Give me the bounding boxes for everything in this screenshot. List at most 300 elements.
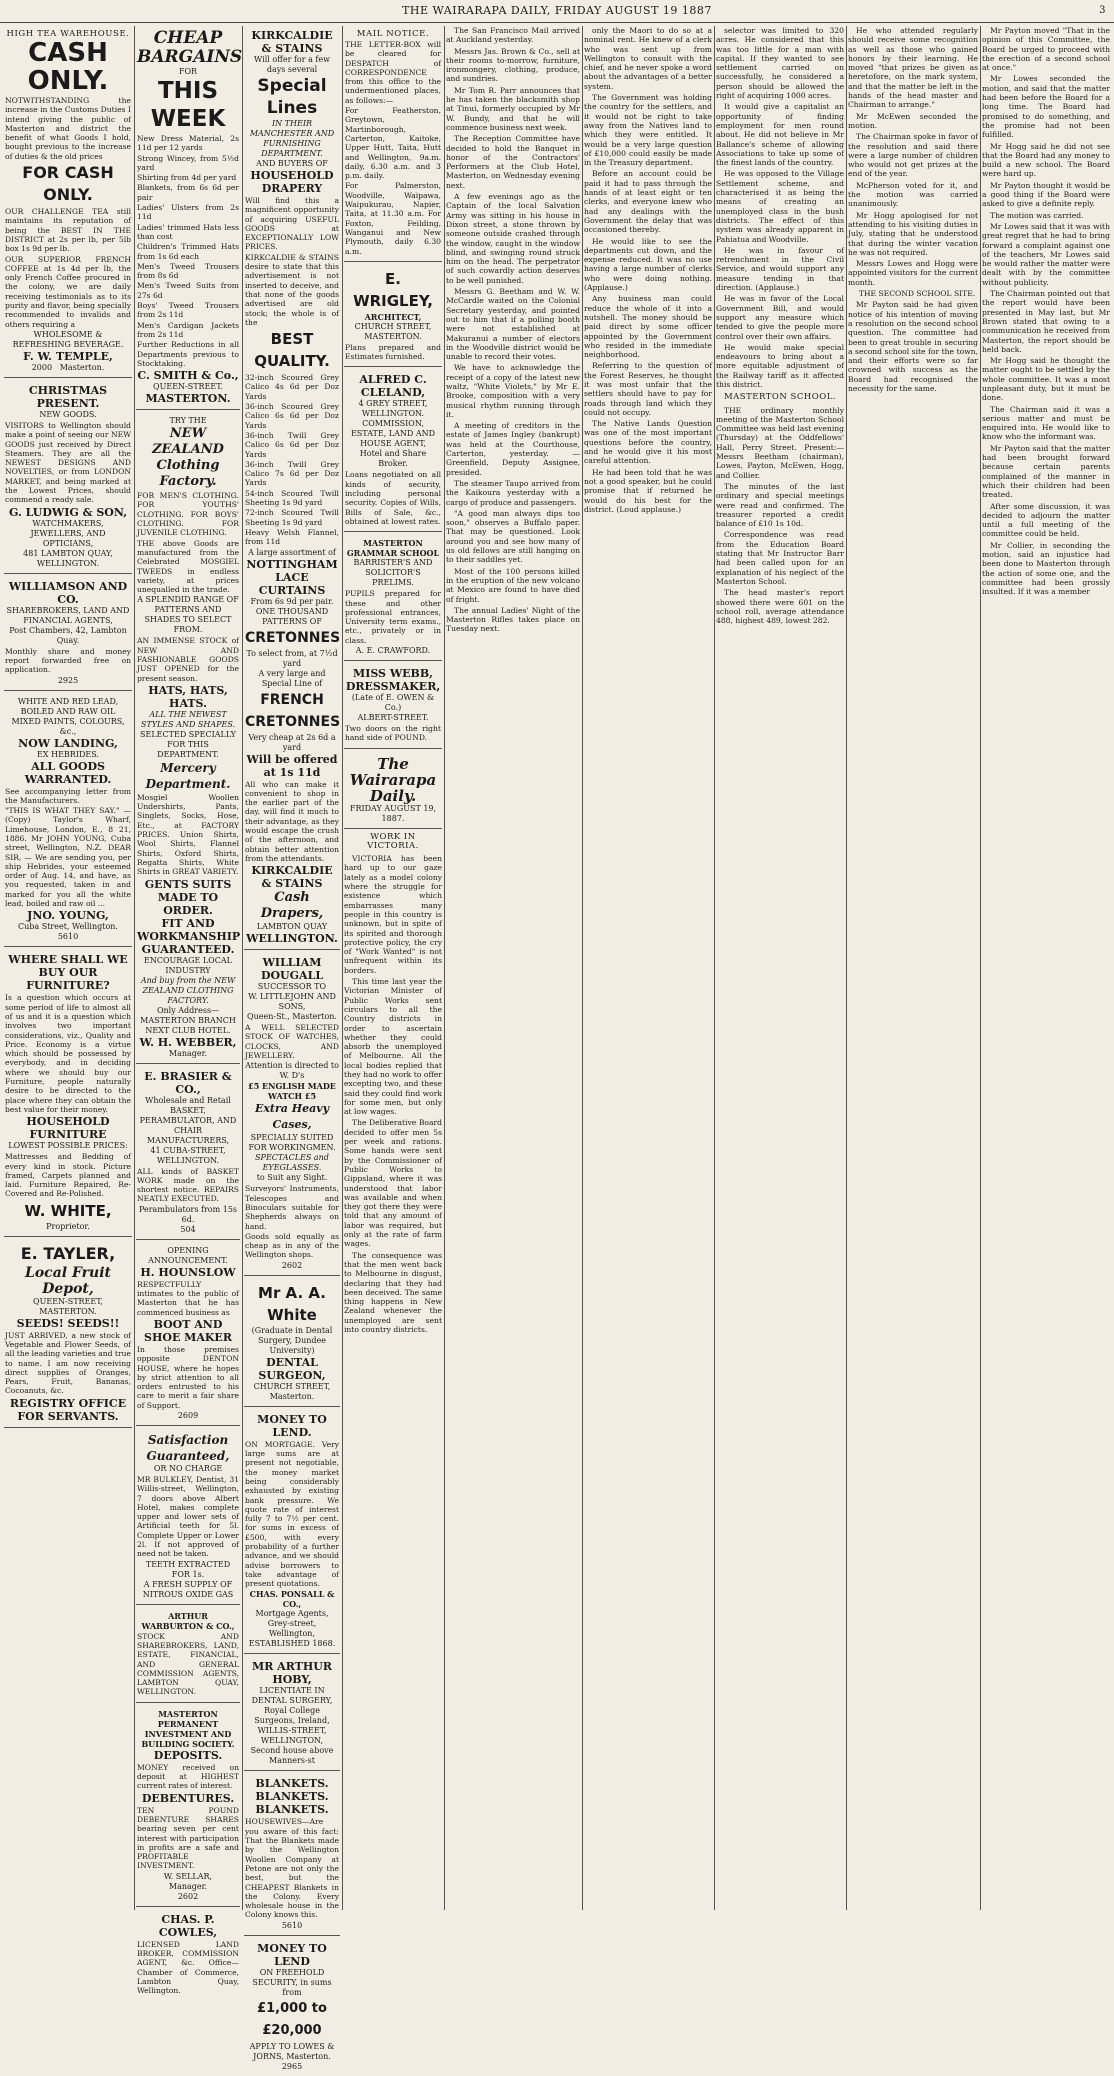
column-rule xyxy=(714,26,715,1910)
article-paragraph: VICTORIA has been hard up to our gaze lately as a model colony where the struggle for existence which embarrasses many people in this country is unknown, but in spite of its spirited and thorough protective policy, the cry of "Work Wanted" is not unfrequent within its borders. xyxy=(344,854,442,975)
advert-number: 2000 xyxy=(31,362,53,372)
advert-subtitle: ALL THE NEWEST STYLES AND SHAPES. xyxy=(140,709,236,729)
advert-line: to Suit any Sight. xyxy=(256,1173,328,1183)
advert-line: Only Address— MASTERTON BRANCH NEXT CLUB HOTEL. xyxy=(140,1005,236,1035)
advert-title: THIS WEEK xyxy=(150,78,226,132)
news-paragraph: "A good man always dips too soon," observes a Buffalo paper. That may be questioned. Look around you and see how many of us old fellows are still hanging on to their saddles yet. xyxy=(446,508,580,565)
advert-line: A large assortment of xyxy=(248,547,336,557)
price-item: Shirting from 4d per yard xyxy=(137,173,237,183)
article-school-meeting xyxy=(848,26,978,393)
article-paragraph: The minutes of the last ordinary and special meetings were read and confirmed. The treasurer reported a credit balance of £10 1s 10d. xyxy=(716,481,844,529)
advert-body: See accompanying letter from the Manufacturers. xyxy=(5,786,131,805)
advert-signature: G. LUDWIG & SON, xyxy=(8,505,128,519)
advert-subtitle: HOUSEHOLD DRAPERY xyxy=(250,169,334,195)
advert-line: SUCCESSOR TO xyxy=(257,982,327,992)
advert-signature: JNO. YOUNG, xyxy=(27,909,109,923)
column-rule xyxy=(846,26,847,1910)
advert-body: A WELL SELECTED STOCK OF WATCHES, CLOCKS, AND JEWELLERY. xyxy=(245,1023,339,1061)
advert-line: Second house above Manners-st xyxy=(250,1746,334,1766)
advert-subtitle: Mercery Department. xyxy=(145,760,231,791)
advert-tagline: WHOLESOME & REFRESHING BEVERAGE. xyxy=(12,329,124,349)
article-paragraph: He who attended regularly should receive some recognition as well as those who gained honors by their learning. He moved "that prizes be given as heretofore, on the mark system, and that the matter be left in the hands of the head master and Chairman to arrange." xyxy=(848,26,978,110)
advert-body: THE above Goods are manufactured from the Celebrated MOSGIEL TWEEDS in endless variety, at prices unequalled in the trade. xyxy=(137,538,239,595)
column-rule xyxy=(342,26,343,1910)
advert-line: ONE THOUSAND PATTERNS OF xyxy=(255,606,329,626)
advert-letter: "THIS IS WHAT THEY SAY." — (Copy) Taylor's Wharf, Limehouse, London, E., 8 21, 1886. Mr JOHN YOUNG, Cuba street, Wellington, N.Z. DEAR SIR, — We are sending you, per ship Hebrides, your esteemed order of Aug. 14, and have, as you requested, taken in and marked for you all the white lead, boiled and raw oil ... xyxy=(5,806,131,909)
news-paragraph: A few evenings ago as the Captain of the local Salvation Army was sitting in his house in Dixon street, a stone thrown by someone outside crashed through the window, caught in the window blind, and swinging round struck him on the head. The perpetrator of such cowardly action deserves to be well punished. xyxy=(446,192,580,285)
article-paragraph: He was in favor of the Local Government Bill, and would support any measure which tended to give the people more control over their own affairs. xyxy=(716,294,844,341)
advert-line: And buy from the NEW ZEALAND CLOTHING FACTORY. xyxy=(140,975,236,1005)
article-paragraph: Mr Hogg said he did not see that the Board had any money to build a new school. The Board were hard up. xyxy=(982,141,1110,179)
article-paragraph: only the Maori to do so at a nominal rent. He knew of a clerk who was sent up from Wellington to consult with the chief, and he never spoke a word about the advantages of a better system. xyxy=(584,26,712,91)
advert-warburton xyxy=(136,1608,240,1703)
advert-brasier xyxy=(136,1067,240,1240)
advert-title: Special Lines xyxy=(257,76,327,118)
article-paragraph: THE ordinary monthly meeting of the Masterton School Committee was held last evening (Thursday) at the Oddfellows' Hall, Perry Street. Present:— Messrs Beetham (chairman), Lowes, Payton, McEwen, Hogg, and Collier. xyxy=(716,405,844,480)
advert-role: Proprietor. xyxy=(46,1221,90,1231)
advert-lowes xyxy=(244,1939,340,2076)
advert-line: SPECTACLES and EYEGLASSES. xyxy=(255,1153,329,1173)
advert-address: QUEEN-STREET. xyxy=(153,382,223,392)
advert-body: KIRKCALDIE & STAINS desire to state that this advertisement is not inserted to deceive, and that none of the goods advertised are old stock; the whole is of the xyxy=(245,252,339,327)
article-heading: MASTERTON SCHOOL. xyxy=(723,392,837,403)
advert-address: Cuba Street, Wellington. xyxy=(18,922,118,932)
advert-building-society xyxy=(136,1706,240,1907)
news-paragraph: Messrs Jas. Brown & Co., sell at their rooms to-morrow, furniture, ironmongery, clothing, produce, and sundries. xyxy=(446,46,580,84)
advert-line: SPECIALLY SUITED FOR WORKINGMEN. xyxy=(248,1133,336,1153)
advert-line: WHITE AND RED LEAD, xyxy=(17,696,119,706)
advert-heading: WILLIAM DOUGALL xyxy=(260,956,324,983)
paper-date: FRIDAY AUGUST 19, 1887. xyxy=(349,803,437,823)
advert-trade: WATCHMAKERS, JEWELLERS, AND OPTICIANS, xyxy=(30,518,106,548)
advert-address: 41 CUBA-STREET, WELLINGTON. xyxy=(150,1145,226,1165)
news-paragraph: Mr Tom R. Parr announces that he has taken the blacksmith shop at Tinui, formerly occupied by Mr W. Bundy, and that he will commence business next week. xyxy=(446,85,580,132)
article-paragraph: Mr Payton moved "That in the opinion of this Committee, the Board be urged to proceed with the erection of a second school at once." xyxy=(982,26,1110,73)
article-masterton-school xyxy=(716,393,844,625)
article-paragraph: This time last year the Victorian Minister of Public Works sent circulars to all the Country districts in order to ascertain whether they could absorb the unemployed of Melbourne. All the local bodies replied that they had no work to offer excepting two, and these said they could find work for some men, but only at low wages. xyxy=(344,977,442,1117)
column-9 xyxy=(982,26,1110,1910)
advert-signature: A. E. CRAWFORD. xyxy=(355,645,431,655)
advert-temple xyxy=(4,26,132,378)
advert-line: (Late of E. OWEN & Co.) xyxy=(351,692,435,712)
advert-line: Perambulators from 15s 6d. xyxy=(138,1204,238,1224)
local-news xyxy=(446,26,580,634)
advert-heading: NEW ZEALAND Clothing Factory. xyxy=(152,426,224,490)
advert-address: ALBERT-STREET. xyxy=(357,712,429,722)
news-paragraph: Most of the 100 persons killed in the eruption of the new volcano at Mexico are found to have died of fright. xyxy=(446,566,580,604)
advert-address: Post Chambers, 42, Lambton Quay. xyxy=(9,625,127,645)
advert-signature: CHAS. PONSALL & CO., xyxy=(249,1589,335,1610)
advert-body: Mattresses and Bedding of every kind in stock. Picture framed, Carpets planned and laid. Furniture Repaired, Re-Covered and Re-Polished. xyxy=(5,1152,131,1199)
advert-heading: E. BRASIER & CO., xyxy=(144,1069,232,1096)
advert-line: LICENTIATE IN DENTAL SURGERY, xyxy=(251,1686,333,1706)
advert-number: 2602 xyxy=(177,1891,199,1901)
price-item: 36-inch Scoured Grey Calico 6s 6d per Doz Yards xyxy=(245,402,339,430)
column-4 xyxy=(344,26,442,1910)
notice-body: For Palmerston, Woodville, Waipawa, Waipukurau, Napier, Taita, at 11.30 a.m. For Foxton, Feilding, Wanganui and New Plymouth, daily 6.30 a.m. xyxy=(345,181,441,256)
advert-line: Hotel and Share Broker. xyxy=(359,449,427,469)
advert-body: OUR SUPERIOR FRENCH COFFEE at 1s 4d per lb, the only French Coffee procured in the colony, we are daily receiving testimonials as to its purity and flavor, being specially recommended to invalids and others requiring a xyxy=(5,254,131,329)
advert-line: Attention is directed to W. D's xyxy=(245,1061,339,1081)
advert-heading: MONEY TO LEND xyxy=(257,1941,327,1968)
advert-subtitle: FIT AND WORKMANSHIP GUARANTEED. xyxy=(137,916,241,956)
advert-trade: BOOT AND SHOE MAKER xyxy=(144,1317,232,1344)
advert-dougall xyxy=(244,953,340,1276)
advert-trade: ARCHITECT, xyxy=(364,311,422,322)
advert-subtitle: Extra Heavy Cases, xyxy=(254,1102,330,1132)
advert-trade: DRESSMAKER, xyxy=(345,679,441,693)
advert-trade: DENTAL SURGEON, xyxy=(258,1355,326,1382)
advert-cowles xyxy=(136,1910,240,2001)
article-paragraph: After some discussion, it was decided to adjourn the matter until a full meeting of the committee could be held. xyxy=(982,501,1110,539)
advert-signature: W. H. WEBBER, xyxy=(139,1035,237,1049)
news-paragraph: The annual Ladies' Night of the Masterton Rifles takes place on Tuesday next. xyxy=(446,605,580,634)
advert-address: CHURCH STREET, xyxy=(253,1381,331,1391)
advert-heading: E. TAYLER, xyxy=(20,1243,116,1263)
advert-body: Plans prepared and Estimates furnished. xyxy=(345,342,441,362)
advert-heading: MASTERTON PERMANENT INVESTMENT AND BUILDING SOCIETY. xyxy=(141,1708,235,1749)
advert-body: ON MORTGAGE. Very large sums are at present not negotiable, the money market being considerably exhausted by existing bank pressure. We quote rate of interest fully 7 to 7½ per cent. for sums in excess of £500, with every probability of a further advance, and we should advise borrowers to take advantage of present quotations. xyxy=(245,1439,339,1589)
header-title: THE WAIRARAPA DAILY, FRIDAY AUGUST 19 1887 xyxy=(402,4,712,17)
advert-line: A very large and Special Line of xyxy=(258,668,326,688)
advert-heading: ARTHUR WARBURTON & CO., xyxy=(141,1610,235,1631)
advert-heading: MISS WEBB, xyxy=(353,666,433,680)
news-paragraph: The steamer Taupo arrived from the Kaikoura yesterday with a cargo of produce and passengers. xyxy=(446,478,580,507)
advert-town: WELLINGTON. xyxy=(246,932,338,946)
price-item: Men's Tweed Suits from 27s 6d xyxy=(137,281,239,300)
price-item: Boys' Tweed Trousers from 2s 11d xyxy=(137,301,239,320)
advert-subtitle: DEPOSITS. xyxy=(153,1748,223,1762)
notice-body: For Featherston, Greytown, Martinborough, Carterton, Kaitoke, Upper Hutt, Taita, Hutt and Wellington, 9a.m. daily, 6.30 a.m. and 3 p.m. daily. xyxy=(345,106,441,181)
advert-body: PUPILS prepared for these and other professional entrances, University term exams., etc., privately or in class. xyxy=(345,589,441,645)
article-speech xyxy=(584,26,712,514)
advert-number: 2925 xyxy=(57,675,79,685)
article-school-meeting-continued xyxy=(982,26,1110,597)
article-paragraph: McPherson voted for it, and the motion was carried unanimously. xyxy=(848,180,978,209)
notice-heading: MAIL NOTICE. xyxy=(356,29,430,39)
advert-signature: C. SMITH & Co., xyxy=(137,369,239,383)
advert-body: Will find this a magnificent opportunity of acquiring USEFUL GOODS at EXCEPTIONALLY LOW PRICES. xyxy=(245,196,339,252)
advert-heading: OPENING ANNOUNCEMENT. xyxy=(148,1245,228,1265)
advert-kirkcaldie xyxy=(244,26,340,950)
price-item: 36-inch Twill Grey Calico 7s 6d per Doz Yards xyxy=(245,459,339,488)
advert-body: TEN POUND DEBENTURE SHARES bearing seven per cent interest with participation in profits are a safe and PROFITABLE INVESTMENT. xyxy=(137,1805,239,1871)
price-item: Heavy Welsh Flannel, from 11d xyxy=(245,527,339,547)
price-item: Ladies' Ulsters from 2s 11d xyxy=(137,203,239,222)
price-item: 54-inch Scoured Twill Sheeting 1s 9d yard xyxy=(245,488,339,508)
advert-subtitle: NOTTINGHAM LACE CURTAINS xyxy=(246,557,338,597)
advert-signature: W. SELLAR, xyxy=(163,1871,213,1881)
advert-heading: Satisfaction Guaranteed, xyxy=(146,1433,230,1463)
article-paragraph: He had been told that he was not a good speaker, but he could promise that if returned he would do his best for the district. (Loud applause.) xyxy=(584,467,712,514)
advert-heading: CHRISTMAS PRESENT. xyxy=(28,383,108,410)
advert-line: BOILED AND RAW OIL xyxy=(20,706,116,716)
advert-body: NOTWITHSTANDING the increase in the Customs Duties I intend giving the public of Masterton and district the benefit of what Goods I hold, bought previous to the increase of duties & the old prices xyxy=(5,96,131,161)
advert-town: Masterton. xyxy=(269,1391,315,1401)
news-paragraph: The Reception Committee have decided to hold the Banquet in honor of the Contractors' Performers at the Club Hotel, Masterton, on Wednesday evening next. xyxy=(446,134,580,190)
article-paragraph: Mr Payton said he had given notice of his intention of moving a resolution on the second school question. The committee had been to great trouble in securing a second school site for the town, and their efforts were so far crowned with success as the Board had recognised the necessity for the same. xyxy=(848,300,978,393)
article-heading: WORK IN VICTORIA. xyxy=(367,831,419,851)
column-rule xyxy=(980,26,981,1910)
advert-bulkley xyxy=(136,1429,240,1605)
advert-line: FOR xyxy=(178,67,198,76)
advert-trade: COMMISSION, ESTATE, LAND AND HOUSE AGENT, xyxy=(350,419,436,449)
advert-grammar-school xyxy=(344,535,442,661)
news-paragraph: The San Francisco Mail arrived at Auckland yesterday. xyxy=(446,26,580,45)
article-paragraph: He would like to see the departments cut down, and the expense reduced. It was no use having a large number of clerks who were doing nothing. (Applause.) xyxy=(584,236,712,293)
advert-signature: W. WHITE, xyxy=(24,1201,112,1220)
article-paragraph: He would make special endeavours to bring about a more equitable adjustment of the Railway tariff as it affected this district. xyxy=(716,342,844,389)
advert-tagline: SEEDS! SEEDS!! xyxy=(16,1316,120,1330)
advert-signature: KIRKCALDIE & STAINS xyxy=(251,864,333,891)
advert-line: Very cheap at 2s 6d a yard xyxy=(248,732,336,752)
advert-subtitle: £5 ENGLISH MADE WATCH £5 xyxy=(248,1081,336,1102)
advert-white-dentist xyxy=(244,1279,340,1407)
advert-town: Masterton. xyxy=(59,362,105,372)
advert-number: 2609 xyxy=(177,1411,199,1420)
advert-line: AND BUYERS OF xyxy=(256,159,328,168)
advert-signature: F. W. TEMPLE, xyxy=(23,349,113,363)
price-item: Blankets, from 6s 6d per pair xyxy=(137,183,239,202)
column-8 xyxy=(848,26,978,1910)
advert-body: LICENSED LAND BROKER, COMMISSION AGENT, &c. Office—Chamber of Commerce, Lambton Quay, Wellington. xyxy=(137,1939,239,1996)
advert-blankets xyxy=(244,1774,340,1935)
article-work-in-victoria xyxy=(344,833,442,1335)
advert-smith xyxy=(136,26,243,410)
advert-body: AN IMMENSE STOCK of NEW AND FASHIONABLE GOODS JUST OPENED for the present season. xyxy=(137,636,239,683)
advert-line: Will be offered at 1s 11d xyxy=(246,752,338,779)
column-2 xyxy=(136,26,243,1996)
advert-body: RESPECTFULLY intimates to the public of Masterton that he has commenced business as xyxy=(137,1279,239,1317)
advert-subtitle: Local Fruit Depot, xyxy=(24,1264,111,1297)
advert-body: ALL kinds of BASKET WORK made on the shortest notice. REPAIRS NEATLY EXECUTED. xyxy=(137,1166,239,1204)
advert-tayler xyxy=(4,1240,132,1428)
advert-line: Royal College Surgeons, Ireland, xyxy=(254,1706,330,1726)
advert-hoby xyxy=(244,1657,340,1771)
advert-subtitle: NEW GOODS. xyxy=(39,409,97,419)
advert-subtitle: FOR CASH ONLY. xyxy=(22,163,114,205)
price-item: Men's Tweed Trousers from 8s 6d xyxy=(137,261,239,281)
advert-body: STOCK AND SHAREBROKERS, LAND, ESTATE, FINANCIAL, AND GENERAL COMMISSION AGENTS, LAMBTON QUAY, WELLINGTON. xyxy=(137,1631,239,1697)
advert-number: 504 xyxy=(180,1224,196,1234)
advert-line: SELECTED SPECIALLY FOR THIS DEPARTMENT. xyxy=(140,729,236,759)
advert-subtitle: SHAREBROKERS, LAND AND FINANCIAL AGENTS, xyxy=(6,605,130,625)
advert-cleland xyxy=(344,370,442,532)
advert-body: FOR MEN'S CLOTHING. FOR YOUTHS' CLOTHING. FOR BOYS' CLOTHING. FOR JUVENILE CLOTHING. xyxy=(137,491,239,538)
advert-body: JUST ARRIVED, a new stock of Vegetable and Flower Seeds, of all the leading varieties and true to name. I am now receiving direct supplies of Oranges, Pears, Fruit, Bananas, Cocoanuts, &c. xyxy=(5,1330,131,1396)
advert-body: VISITORS to Wellington should make a point of seeing our NEW GOODS just received by Direct Steamers. They are all the NEWEST DESIGNS AND NOVELTIES, or from LONDON MARKET, and being marked at the Lowest Prices, should commend a ready sale. xyxy=(5,420,131,505)
advert-subtitle: HATS, HATS, HATS. xyxy=(148,683,228,710)
advert-title: BEST QUALITY. xyxy=(254,330,330,371)
advert-body: MR BULKLEY, Dentist, 31 Willis-street, Wellington, 7 doors above Albert Hotel, makes complete upper and lower sets of Artificial teeth for 5l. Complete Upper or Lower 2l. If not approved of need not be taken. xyxy=(137,1475,239,1559)
advert-tagline: LOWEST POSSIBLE PRICES: xyxy=(8,1141,128,1151)
article-paragraph: Mr Hogg said he thought the matter ought to be settled by the whole committee. It was a most unpleasant duty, but it must be done. xyxy=(982,356,1110,403)
column-rule xyxy=(582,26,583,1910)
advert-heading: MR ARTHUR HOBY, xyxy=(252,1660,332,1687)
price-item: Ladies' trimmed Hats less than cost xyxy=(137,222,239,241)
article-paragraph: Mr Payton thought it would be a good thing if the Board were asked to give a definite reply. xyxy=(982,180,1110,209)
advert-tagline: HOUSEHOLD FURNITURE xyxy=(26,1115,110,1142)
advert-heading: MASTERTON GRAMMAR SCHOOL xyxy=(346,538,440,559)
advert-role: Manager. xyxy=(168,1048,208,1058)
article-paragraph: It would give a capitalist an opportunity of finding employment for men round about. He did not believe in Mr Ballance's scheme of allowing Associations to take up some of the finest lands of the country. xyxy=(716,102,844,168)
article-paragraph: Before an account could be paid it had to pass through the hands of at least eight or ten clerks, and everyone knew who had any dealings with the Government the delay that was occasioned thereby. xyxy=(584,169,712,235)
advert-town: MASTERTON. xyxy=(145,392,231,406)
price-item: New Dress Material, 2s 11d per 12 yards xyxy=(137,134,239,153)
article-paragraph: The consequence was that the men went back to Melbourne in disgust, declaring that they had been deceived. The same thing happens in New Zealand whenever the unemployed are sent into country districts. xyxy=(344,1250,442,1335)
advert-heading: CHEAP BARGAINS xyxy=(137,28,243,67)
column-1 xyxy=(4,26,132,1910)
advert-number: 2965 xyxy=(281,2061,303,2071)
advert-line: ON FREEHOLD SECURITY, in sums from xyxy=(252,1967,332,1997)
advert-hounslow xyxy=(136,1243,240,1426)
advert-line: TRY THE xyxy=(169,416,207,426)
column-3 xyxy=(244,26,341,2071)
advert-body: Mosgiel Woollen Undershirts, Pants, Singlets, Socks, Hose, Etc., at FACTORY PRICES. Union Shirts, Wool Shirts, Flannel Shirts, Oxford Shirts, Regatta Shirts, White Shirts in GREAT VARIETY. xyxy=(137,792,239,877)
advert-heading: WHERE SHALL WE BUY OUR FURNITURE? xyxy=(8,953,128,993)
advert-wrigley xyxy=(344,265,442,368)
advert-line: ESTABLISHED 1868. xyxy=(248,1639,336,1649)
advert-body: HOUSEWIVES—Are you aware of this fact: That the Blankets made by the Wellington Woollen Company at Petone are not only the best, but the CHEAPEST Blankets in the Colony. Every wholesale house in the Colony knows this. xyxy=(245,1817,339,1920)
advert-subtitle: FRENCH CRETONNES xyxy=(245,691,341,730)
advert-line: Will offer for a few days several xyxy=(254,55,330,74)
article-paragraph: The Chairman said it was a serious matter and must be enquired into. He would like to know who the informant was. xyxy=(982,404,1110,442)
article-paragraph: The head master's report showed there were 601 on the school roll, average attendance 488, highest 489, lowest 282. xyxy=(716,588,844,626)
page-number: 3 xyxy=(1099,5,1106,16)
advert-tagline: TEETH EXTRACTED FOR 1s. xyxy=(145,1559,231,1579)
advert-heading: KIRKCALDIE & STAINS xyxy=(251,29,333,55)
advert-number: 2602 xyxy=(281,1260,303,1270)
advert-body: Monthly share and money report forwarded free on application. xyxy=(5,646,131,675)
article-paragraph: He was opposed to the Village Settlement scheme, and characterised it as being the means of creating an unemployed class in the bush districts. The effect of this system was already apparent in Pahiatua and Woodville. xyxy=(716,169,844,244)
article-paragraph: Referring to the question of the Forest Reserves, he thought it was most unfair that the settlers should have to pay for roads through land which they could not occupy. xyxy=(584,361,712,417)
news-paragraph: Messrs G. Beetham and W. W. McCardle waited on the Colonial Secretary yesterday, and pointed out to him that if a polling booth were not established at Makuranui a number of electors in the Woodville district would be unable to record their votes. xyxy=(446,287,580,362)
price-item: 72-inch Scoured Twill Sheeting 1s 9d yard xyxy=(245,508,339,527)
article-paragraph: Mr Lowes seconded the motion, and said that the matter had been before the Board for a long time. The Board had promised to do something, and the promise had not been fulfilled. xyxy=(982,74,1110,140)
price-item: Strong Wincey, from 5½d yard xyxy=(137,153,239,172)
advert-signature: H. HOUNSLOW xyxy=(140,1265,236,1279)
advert-line: ENCOURAGE LOCAL INDUSTRY xyxy=(144,955,232,975)
advert-heading: WILLIAMSON AND CO. xyxy=(8,579,128,606)
price-item: 36-inch Twill Grey Calico 6s 6d per Doz Yards xyxy=(245,430,339,459)
advert-line: Wholesale and Retail xyxy=(145,1095,231,1105)
advert-body: MONEY received on deposit at HIGHEST current rates of interest. xyxy=(137,1762,239,1791)
advert-subtitle: OR NO CHARGE xyxy=(153,1464,223,1473)
advert-trade: Mortgage Agents, xyxy=(255,1609,329,1619)
advert-body: In those premises opposite DENTON HOUSE, where he hopes by strict attention to all orders entrusted to his care to merit a fair share of Support. xyxy=(137,1344,239,1410)
advert-address: LAMBTON QUAY xyxy=(256,922,328,932)
article-paragraph: The Chairman pointed out that the report would have been presented in May last, but Mr Brown stated that owing to a communication he received from Masterton, the report should be held back. xyxy=(982,289,1110,354)
advert-subtitle: DEBENTURES. xyxy=(141,1791,235,1805)
advert-young xyxy=(4,694,132,948)
news-paragraph: A meeting of creditors in the estate of James Ingley (bankrupt) was held at the Courthouse, Carterton, yesterday. — Greenfield, Deputy Assignee, presided. xyxy=(446,421,580,477)
advert-heading: BLANKETS. BLANKETS. BLANKETS. xyxy=(255,1777,329,1817)
article-paragraph: Mr Collier, in seconding the motion, said an injustice had been done to Masterton through the action of some one, and the committee had been grossly insulted. If it was a member xyxy=(982,540,1110,597)
advert-webb xyxy=(344,664,442,749)
advert-subtitle: £1,000 to £20,000 xyxy=(257,2000,327,2038)
advert-footer: REGISTRY OFFICE FOR SERVANTS. xyxy=(9,1396,127,1423)
advert-heading: Mr A. A. White xyxy=(258,1283,326,1324)
advert-subtitle: CRETONNES xyxy=(245,629,341,646)
article-paragraph: Mr Payton said that the matter had been brought forward because certain parents complained of the manner in which their children had been treated. xyxy=(982,443,1110,500)
column-5 xyxy=(446,26,580,1910)
article-paragraph: He was in favour of retrenchment in the Civil Service, and would support any measure tending in that direction. (Applause.) xyxy=(716,245,844,293)
article-paragraph: The motion was carried. xyxy=(990,210,1084,220)
advert-line: A FRESH SUPPLY OF NITROUS OXIDE GAS xyxy=(142,1579,234,1599)
price-item: Children's Trimmed Hats from 1s 6d each xyxy=(137,242,239,261)
price-item: Men's Cardigan Jackets from 2s 11d xyxy=(137,320,239,339)
article-paragraph: Mr Hogg apologised for not attending to his visiting duties in July, stating that he understood that during the winter vacation he was not required. xyxy=(848,210,978,257)
advert-line: From 6s 9d per pair. xyxy=(250,596,334,606)
advert-line: APPLY TO LOWES & JORNS, Masterton. xyxy=(249,2041,335,2061)
page-header xyxy=(0,0,1114,23)
column-rule xyxy=(134,26,135,1910)
advert-heading: NOW LANDING, xyxy=(18,736,118,750)
article-paragraph: selector was limited to 320 acres. He considered that this was too little for a man with capital. If they wanted to see settlement carried on successfully, he considered a person should be allowed the right of acquiring 1000 acres. xyxy=(716,26,844,101)
advert-title: CASH ONLY. xyxy=(27,38,109,96)
advert-address: Grey-street, Wellington, xyxy=(267,1619,317,1639)
advert-address: WILLIS-STREET, WELLINGTON, xyxy=(257,1726,327,1746)
advert-line: W. LITTLEJOHN AND SONS, xyxy=(248,992,336,1012)
advert-body: Goods sold equally as cheap as in any of the Wellington shops. xyxy=(245,1231,339,1260)
advert-address: 4 GREY STREET, WELLINGTON. xyxy=(358,399,428,419)
advert-note: All who can make it convenient to shop in the earlier part of the day, will find it much to their advantage, as they would escape the crush of the afternoon, and obtain better attention from the attendants. xyxy=(245,779,339,863)
mail-notice xyxy=(344,26,442,262)
advert-address: 481 LAMBTON QUAY, WELLINGTON. xyxy=(23,548,113,568)
article-paragraph: The Deliberative Board decided to offer men 5s per week and rations. Some hands were sent by the Commissioner of Public Works to Gippsland, where it was understood that labor was available and when they got there they were told that any amount of labor was required, but only at the rate of farm wages. xyxy=(344,1118,442,1249)
article-paragraph: Mr Lowes said that it was with great regret that he had to bring forward a complaint against one of the teachers, Mr Lowes said he would rather the matter were dealt with by the committee without publicity. xyxy=(982,221,1110,287)
article-paragraph: Any business man could reduce the whole of it into a nutshell. The money should be paid direct by some officer appointed by the Government who resided in the immediate neighborhood. xyxy=(584,294,712,360)
advert-note: Further Reductions in all Departments previous to Stocktaking. xyxy=(137,340,239,368)
column-rule xyxy=(242,26,243,1910)
article-subheading: THE SECOND SCHOOL SITE. xyxy=(858,289,976,299)
paper-title: The Wairarapa Daily. xyxy=(349,754,437,805)
advert-subtitle: GENTS SUITS MADE TO ORDER. xyxy=(144,877,232,917)
advert-address: Queen-St., Masterton. xyxy=(247,1012,337,1022)
price-item: 32-inch Scoured Grey Calico 4s 6d per Doz Yards xyxy=(245,373,339,401)
column-7 xyxy=(716,26,844,1910)
advert-white xyxy=(4,950,132,1236)
advert-role: Manager. xyxy=(168,1881,208,1891)
advert-address: CHURCH STREET, MASTERTON. xyxy=(354,321,432,341)
advert-heading: HIGH TEA WAREHOUSE. xyxy=(6,29,130,39)
advert-tagline: A SPLENDID RANGE OF PATTERNS AND SHADES TO SELECT FROM. xyxy=(137,595,239,635)
advert-ponsall xyxy=(244,1410,340,1655)
paper-masthead xyxy=(344,752,442,829)
advert-ludwig xyxy=(4,381,132,574)
advert-body: Loans negotiated on all kinds of security, including personal security. Copies of Wills, Bills of Sale, &c., obtained at lowest rates. xyxy=(345,470,441,526)
article-paragraph: Correspondence was read from the Education Board stating that Mr Instructor Barr had been called upon for an explanation of his neglect of the Masterton School. xyxy=(716,530,844,586)
advert-heading: E. WRIGLEY, xyxy=(353,269,433,310)
price-list xyxy=(137,134,239,339)
advert-address: QUEEN-STREET, MASTERTON. xyxy=(33,1296,103,1316)
price-list xyxy=(245,373,339,546)
news-paragraph: We have to acknowledge the receipt of a copy of the latest new waltz, "White Violets," by Mr E. Brooke, composition with a very musical rhythm running through it. xyxy=(446,363,580,419)
article-paragraph: The Chairman spoke in favor of the resolution and said there were a large number of children who would not get prizes at the end of the year. xyxy=(848,132,978,179)
advert-body: Two doors on the right hand side of POUND. xyxy=(345,723,441,743)
advert-williamson xyxy=(4,577,132,691)
advert-clothing-factory xyxy=(136,413,240,1063)
article-paragraph: Mr McEwen seconded the motion. xyxy=(848,111,978,130)
advert-body: OUR CHALLENGE TEA still maintains its reputation of being the BEST IN THE DISTRICT at 2s per lb, per 5lb box 1s 9d per lb. xyxy=(5,207,131,254)
article-paragraph: The Government was holding the country for the settlers, and it would not be right to take away from the Natives land to which they were entitled. It would be a very large question of £10,000 could easily be made in the Treasury department. xyxy=(584,93,712,168)
column-6 xyxy=(584,26,712,1910)
notice-body: THE LETTER-BOX will be cleared for DESPATCH of CORRESPONDENCE from this office to the undermentioned places, as follows:— xyxy=(345,40,441,105)
advert-heading: CHAS. P. COWLES, xyxy=(158,1912,218,1939)
advert-body: Surveyors' Instruments, Telescopes and Binoculars suitable for Shepherds always on hand. xyxy=(245,1184,339,1231)
advert-subtitle: IN THEIR MANCHESTER AND FURNISHING DEPARTMENT. xyxy=(249,119,335,158)
advert-number: 5610 xyxy=(57,932,79,942)
